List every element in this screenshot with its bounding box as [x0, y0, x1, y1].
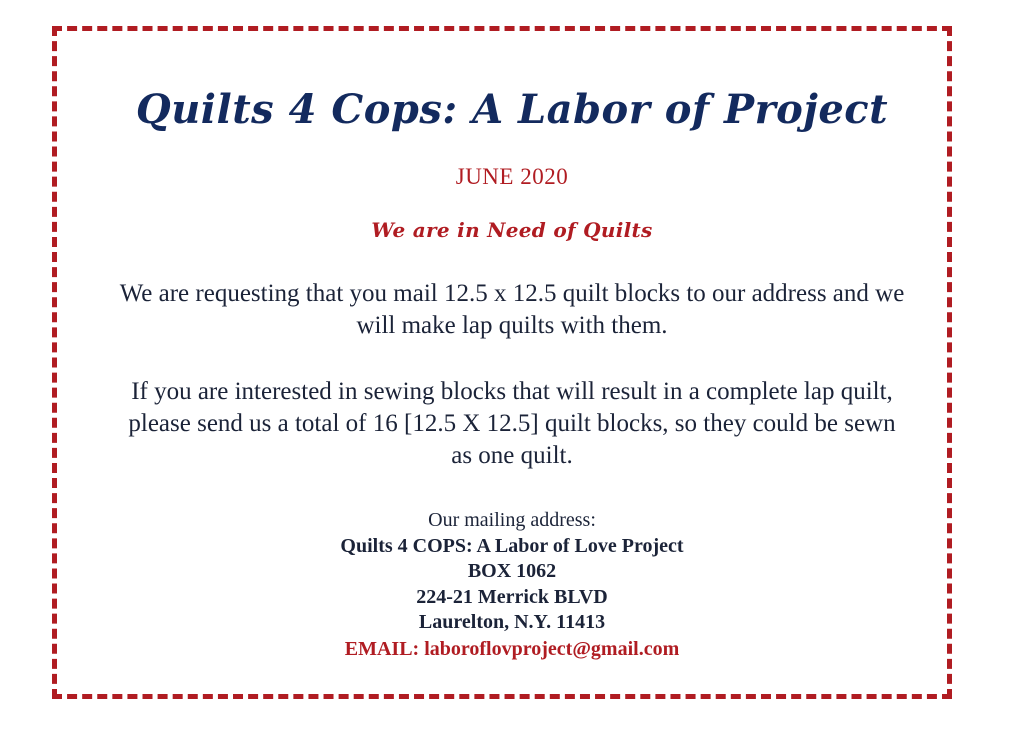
address-organization: Quilts 4 COPS: A Labor of Love Project [340, 534, 684, 557]
mailing-address-block [72, 508, 952, 663]
address-city-state-zip: Laurelton, N.Y. 11413 [418, 611, 606, 634]
address-box: BOX 1062 [467, 560, 557, 583]
page-title: Quilts 4 Cops: A Labor of Project [135, 86, 889, 133]
flyer-content [72, 46, 952, 686]
body-paragraph-2: If you are interested in sewing blocks that will result in a complete lap quilt, please send us a total of 16 [12.5 X 12.5] quilt blocks, so they could be sewn as one quilt. [128, 378, 896, 469]
address-email[interactable]: EMAIL: laboroflovproject@gmail.com [344, 637, 680, 660]
issue-date: JUNE 2020 [455, 164, 569, 189]
body-paragraph-1: We are requesting that you mail 12.5 x 12.5 quilt blocks to our address and we will make lap quilts with them. [119, 280, 905, 339]
subheading: We are in Need of Quilts [371, 218, 653, 242]
address-intro: Our mailing address: [428, 509, 596, 531]
address-street: 224-21 Merrick BLVD [416, 585, 608, 608]
